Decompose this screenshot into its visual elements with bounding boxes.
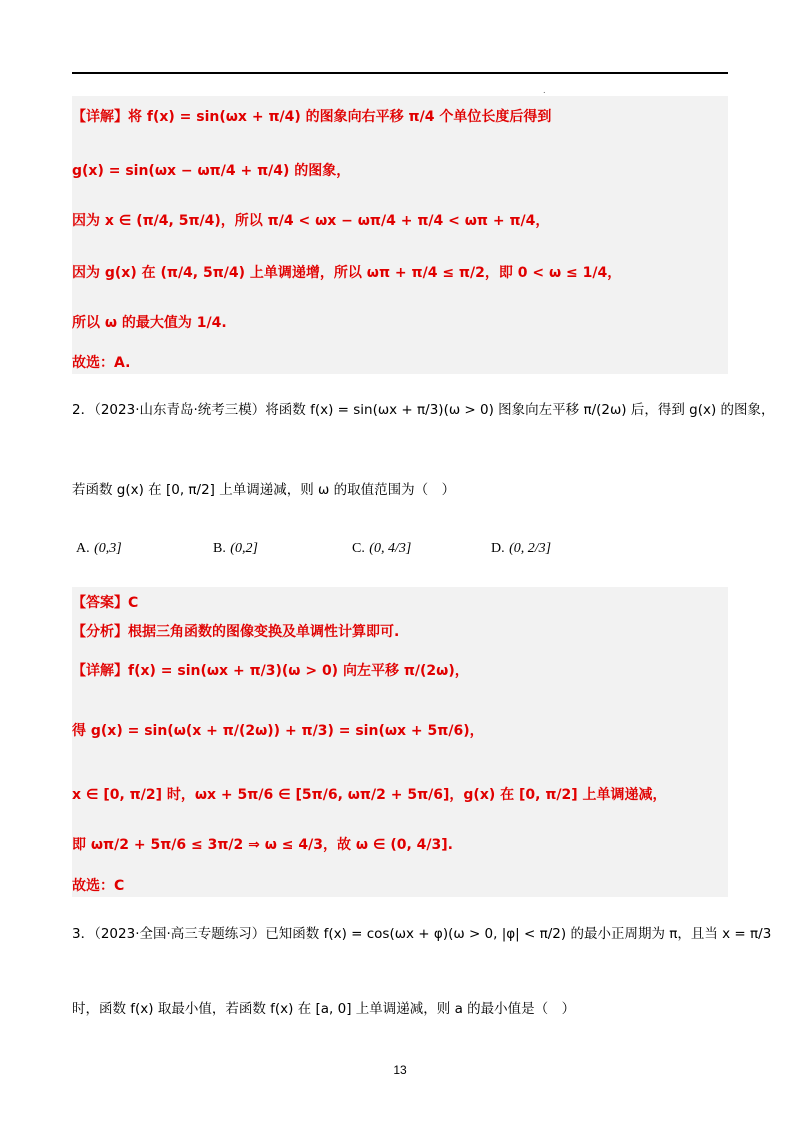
header-rule	[72, 72, 728, 74]
option-b-value: (0,2]	[230, 541, 258, 556]
q2-line1: 2．（2023·山东青岛·统考三模）将函数 f(x) = sin(ωx + π/3)(ω > 0) 图象向左平移 π/(2ω) 后，得到 g(x) 的图象，	[72, 402, 775, 418]
option-d-value: (0, 2/3]	[509, 541, 552, 556]
q2-option-d	[491, 540, 551, 557]
b1-line3: 因为 x ∈ (π/4, 5π/4)，所以 π/4 < ωx − ωπ/4 + π/4 < ωπ + π/4，	[72, 213, 550, 229]
option-a-value: (0,3]	[94, 541, 122, 556]
solution-block-1	[72, 96, 728, 374]
b2-line1: 【详解】f(x) = sin(ωx + π/3)(ω > 0) 向左平移 π/(2ω)，	[72, 663, 469, 679]
b1-line1: 【详解】将 f(x) = sin(ωx + π/4) 的图象向右平移 π/4 个单位长度后得到	[72, 109, 552, 125]
option-a-label: A.	[76, 541, 90, 556]
b1-line5: 所以 ω 的最大值为 1/4.	[72, 315, 227, 331]
option-c-label: C.	[352, 541, 365, 556]
q2-option-c	[352, 540, 411, 557]
b1-line6: 故选：A.	[72, 355, 131, 371]
q3-line2: 时，函数 f(x) 取最小值，若函数 f(x) 在 [a, 0] 上单调递减，则 a 的最小值是（ ）	[72, 1001, 576, 1017]
page-number: 13	[393, 1063, 407, 1077]
q2-option-b	[213, 540, 258, 557]
header-dot: .	[543, 86, 546, 95]
b2-line5: 故选：C	[72, 878, 125, 894]
q2-line2: 若函数 g(x) 在 [0, π/2] 上单调递减，则 ω 的取值范围为（ ）	[72, 482, 456, 498]
option-d-label: D.	[491, 541, 505, 556]
option-c-value: (0, 4/3]	[369, 541, 412, 556]
q2-option-a	[76, 540, 122, 557]
q3-line1: 3．（2023·全国·高三专题练习）已知函数 f(x) = cos(ωx + φ)(ω > 0, |φ| < π/2) 的最小正周期为 π，且当 x = π/3	[72, 926, 772, 942]
b2-line4: 即 ωπ/2 + 5π/6 ≤ 3π/2 ⇒ ω ≤ 4/3，故 ω ∈ (0, 4/3].	[72, 837, 453, 853]
b1-line2: g(x) = sin(ωx − ωπ/4 + π/4) 的图象，	[72, 163, 351, 179]
b2-analysis: 【分析】根据三角函数的图像变换及单调性计算即可.	[72, 624, 400, 640]
option-b-label: B.	[213, 541, 226, 556]
b2-answer: 【答案】C	[72, 595, 139, 611]
b1-line4: 因为 g(x) 在 (π/4, 5π/4) 上单调递增，所以 ωπ + π/4 ≤ π/2，即 0 < ω ≤ 1/4，	[72, 265, 622, 281]
b2-line3: x ∈ [0, π/2] 时，ωx + 5π/6 ∈ [5π/6, ωπ/2 + 5π/6]，g(x) 在 [0, π/2] 上单调递减，	[72, 787, 667, 803]
b2-line2: 得 g(x) = sin(ω(x + π/(2ω)) + π/3) = sin(ωx + 5π/6)，	[72, 723, 484, 739]
